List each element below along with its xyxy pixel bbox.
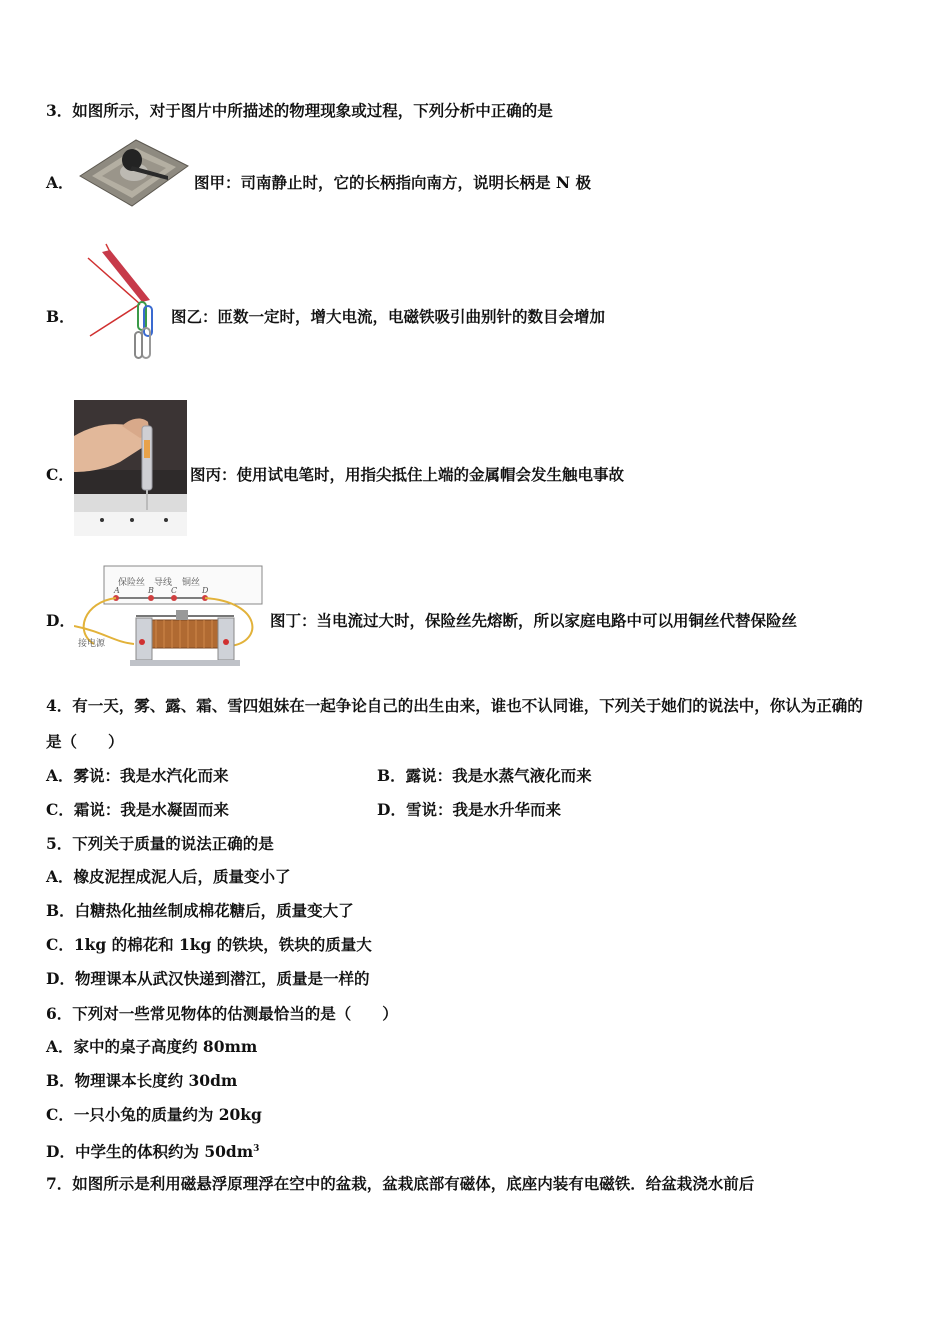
q6-option-b-letter: B． [46, 1071, 75, 1090]
q4-option-a-text: 雾说：我是水汽化而来 [73, 766, 229, 785]
q3-option-d-text: 图丁：当电流过大时，保险丝先熔断，所以家庭电路中可以用铜丝代替保险丝 [270, 611, 798, 630]
q4-option-c [46, 800, 229, 820]
q6-option-d-text: 中学生的体积约为 50dm [74, 1142, 254, 1162]
q3-stem: 3．如图所示，对于图片中所描述的物理现象或过程，下列分析中正确的是 [46, 101, 553, 120]
q4-option-c-letter: C． [46, 800, 74, 819]
point-b-label: B [148, 586, 154, 595]
q3-option-a-text: 图甲：司南静止时，它的长柄指向南方，说明长柄是 N 极 [194, 173, 591, 192]
q6-option-a [46, 1037, 257, 1057]
q5-option-d-letter: D． [46, 969, 75, 988]
q3-option-c-text: 图丙：使用试电笔时，用指尖抵住上端的金属帽会发生触电事故 [190, 465, 625, 484]
q4-stem-line1: 4．有一天，雾、露、霜、雪四姐妹在一起争论自己的出生由来，谁也不认同谁，下列关于她们的说法中，你认为正确的 [46, 696, 863, 715]
wire-label: 导线 [154, 578, 173, 588]
q3-option-b-letter: B． [46, 307, 75, 326]
q6-option-a-letter: A． [46, 1037, 74, 1056]
q4-option-d-text: 雪说：我是水升华而来 [405, 800, 561, 819]
q5-option-b-text: 白糖热化抽丝制成棉花糖后，质量变大了 [74, 901, 354, 920]
point-d-label: D [202, 586, 209, 595]
q3-option-d-letter: D． [46, 611, 75, 630]
q6-option-c-text: 一只小兔的质量约为 20kg [73, 1105, 262, 1124]
power-label: 接电源 [78, 639, 106, 649]
q5-option-b [46, 901, 354, 921]
electromagnet-paperclips-icon [80, 240, 160, 366]
q4-option-d [377, 800, 561, 820]
q5-option-c-letter: C． [46, 935, 74, 954]
q5-stem: 5．下列关于质量的说法正确的是 [46, 834, 274, 853]
point-a-label: A [114, 586, 120, 595]
q3-option-c-letter: C． [46, 465, 74, 484]
fuse-label: 保险丝 [118, 578, 146, 588]
q6-option-d-letter: D． [46, 1142, 75, 1162]
q5-option-a [46, 867, 291, 887]
q5-option-a-letter: A． [46, 867, 74, 886]
point-c-label: C [171, 586, 178, 595]
q4-option-a [46, 766, 229, 786]
q4-option-b-text: 露说：我是水蒸气液化而来 [405, 766, 592, 785]
q4-stem-line2: 是（ ） [46, 732, 124, 751]
q4-option-b-letter: B． [377, 766, 406, 785]
q5-option-a-text: 橡皮泥捏成泥人后，质量变小了 [73, 867, 291, 886]
q5-option-c-text: 1kg 的棉花和 1kg 的铁块，铁块的质量大 [73, 935, 372, 954]
fuse-rheostat-circuit-icon [74, 562, 268, 676]
q6-option-d [46, 1139, 259, 1162]
copper-label: 铜丝 [182, 578, 201, 588]
q6-stem: 6．下列对一些常见物体的估测最恰当的是（ ） [46, 1004, 398, 1023]
q6-option-c-letter: C． [46, 1105, 74, 1124]
q5-option-d [46, 969, 369, 989]
q3-option-b-text: 图乙：匝数一定时，增大电流，电磁铁吸引曲别针的数目会增加 [171, 307, 606, 326]
q5-option-d-text: 物理课本从武汉快递到潜江，质量是一样的 [74, 969, 370, 988]
q4-option-a-letter: A． [46, 766, 74, 785]
q6-option-a-text: 家中的桌子高度约 80mm [73, 1037, 258, 1056]
q5-option-c [46, 935, 372, 955]
q6-option-b-text: 物理课本长度约 30dm [74, 1071, 238, 1090]
q6-option-d-superscript: 3 [253, 1144, 260, 1154]
test-pen-hand-icon [74, 400, 187, 536]
q4-option-c-text: 霜说：我是水凝固而来 [73, 800, 229, 819]
q4-option-b [377, 766, 592, 786]
q3-option-a-letter: A． [46, 173, 74, 192]
q6-option-c [46, 1105, 262, 1125]
q5-option-b-letter: B． [46, 901, 75, 920]
q7-stem: 7．如图所示是利用磁悬浮原理浮在空中的盆栽，盆栽底部有磁体，底座内装有电磁铁．给盆栽浇水前后 [46, 1174, 755, 1193]
q6-option-b [46, 1071, 237, 1091]
q4-option-d-letter: D． [377, 800, 406, 819]
compass-spoon-icon [74, 136, 191, 210]
